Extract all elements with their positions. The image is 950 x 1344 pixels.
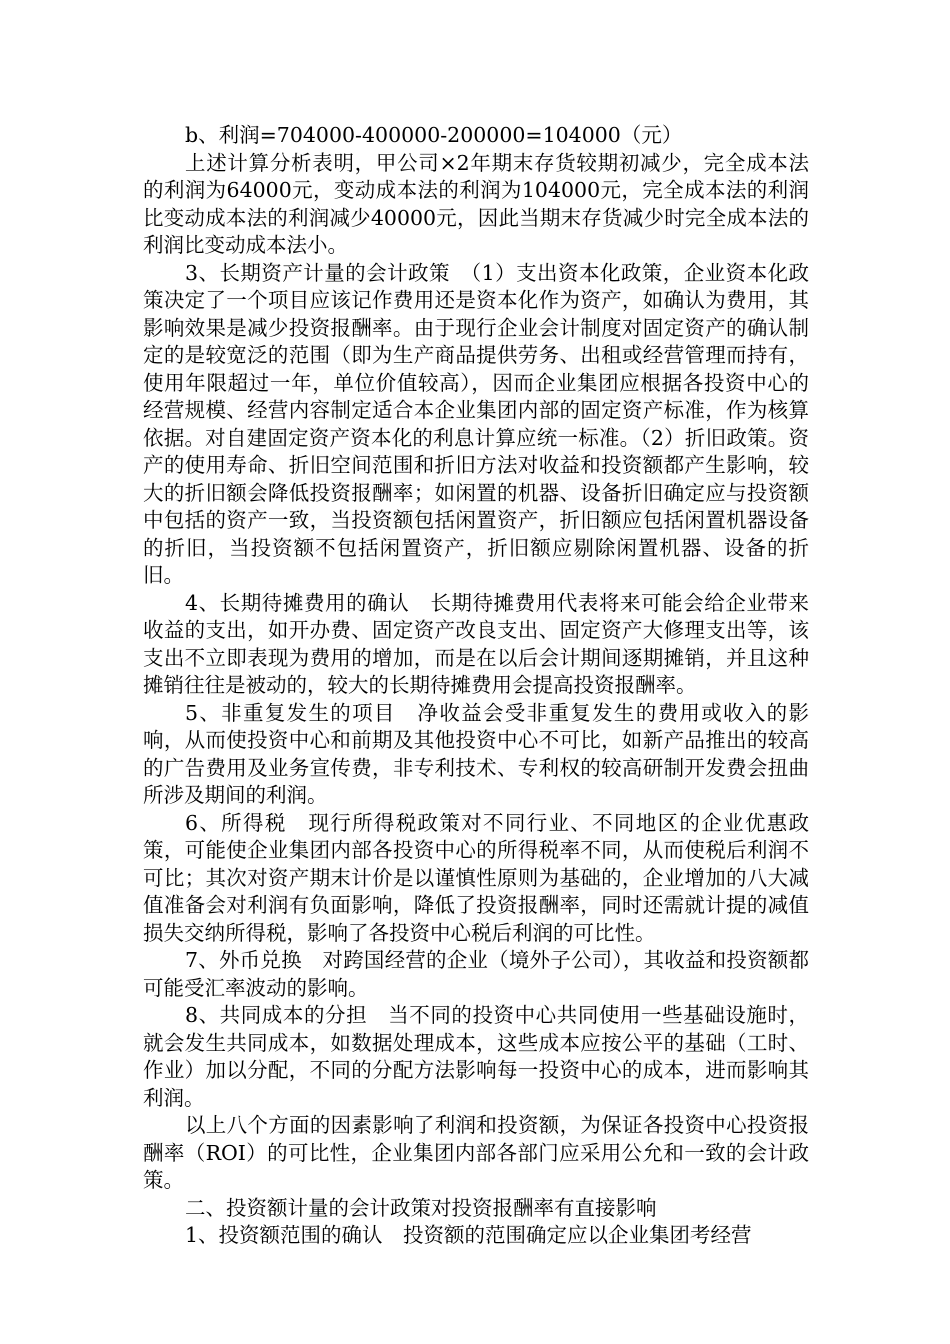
document-body (143, 122, 809, 1250)
paragraph-foreign-exchange: 7、外币兑换 对跨国经营的企业（境外子公司），其收益和投资额都可能受汇率波动的影响。 (143, 948, 809, 1000)
paragraph-long-term-assets: 3、长期资产计量的会计政策 （1）支出资本化政策，企业资本化政策决定了一个项目应该记作费用还是资本化作为资产，如确认为费用，其影响效果是减少投资报酬率。由于现行企业会计制度对固定资产的确认制定的是较宽泛的范围（即为生产商品提供劳务、出租或经营管理而持有，使用年限超过一年，单位价值较高），因而企业集团应根据各投资中心的经营规模、经营内容制定适合本企业集团内部的固定资产标准，作为核算依据。对自建固定资产资本化的利息计算应统一标准。（2）折旧政策。资产的使用寿命、折旧空间范围和折旧方法对收益和投资额都产生影响，较大的折旧额会降低投资报酬率；如闲置的机器、设备折旧确定应与投资额中包括的资产一致，当投资额包括闲置资产，折旧额应包括闲置机器设备的折旧，当投资额不包括闲置资产，折旧额应剔除闲置机器、设备的折旧。 (143, 260, 809, 587)
paragraph-non-recurring-items: 5、非重复发生的项目 净收益会受非重复发生的费用或收入的影响，从而使投资中心和前期及其他投资中心不可比，如新产品推出的较高的广告费用及业务宣传费，非专利技术、专利权的较高研制开发费会扭曲所涉及期间的利润。 (143, 700, 809, 807)
paragraph-deferred-expenses: 4、长期待摊费用的确认 长期待摊费用代表将来可能会给企业带来收益的支出，如开办费、固定资产改良支出、固定资产大修理支出等，该支出不立即表现为费用的增加，而是在以后会计期间逐期摊销，并且这种摊销往往是被动的，较大的长期待摊费用会提高投资报酬率。 (143, 590, 809, 697)
paragraph-investment-scope: 1、投资额范围的确认 投资额的范围确定应以企业集团考经营 (185, 1223, 752, 1247)
section-heading-investment: 二、投资额计量的会计政策对投资报酬率有直接影响 (185, 1195, 657, 1220)
paragraph-analysis-summary: 上述计算分析表明，甲公司×2年期末存货较期初减少，完全成本法的利润为64000元，变动成本法的利润为104000元，完全成本法的利润比变动成本法的利润减少40000元，因此当期末存货减少时完全成本法的利润比变动成本法小。 (143, 150, 809, 257)
paragraph-shared-costs: 8、共同成本的分担 当不同的投资中心共同使用一些基础设施时，就会发生共同成本，如数据处理成本，这些成本应按公平的基础（工时、作业）加以分配，不同的分配方法影响每一投资中心的成本，进而影响其利润。 (143, 1003, 809, 1110)
paragraph-income-tax: 6、所得税 现行所得税政策对不同行业、不同地区的企业优惠政策，可能使企业集团内部各投资中心的所得税率不同，从而使税后利润不可比；其次对资产期末计价是以谨慎性原则为基础的，企业增加的八大减值准备会对利润有负面影响，降低了投资报酬率，同时还需就计提的减值损失交纳所得税，影响了各投资中心税后利润的可比性。 (143, 810, 809, 945)
paragraph-profit-formula: b、利润=704000-400000-200000=104000（元） (185, 123, 683, 147)
paragraph-conclusion: 以上八个方面的因素影响了利润和投资额，为保证各投资中心投资报酬率（ROI）的可比性，企业集团内部各部门应采用公允和一致的会计政策。 (143, 1113, 809, 1192)
